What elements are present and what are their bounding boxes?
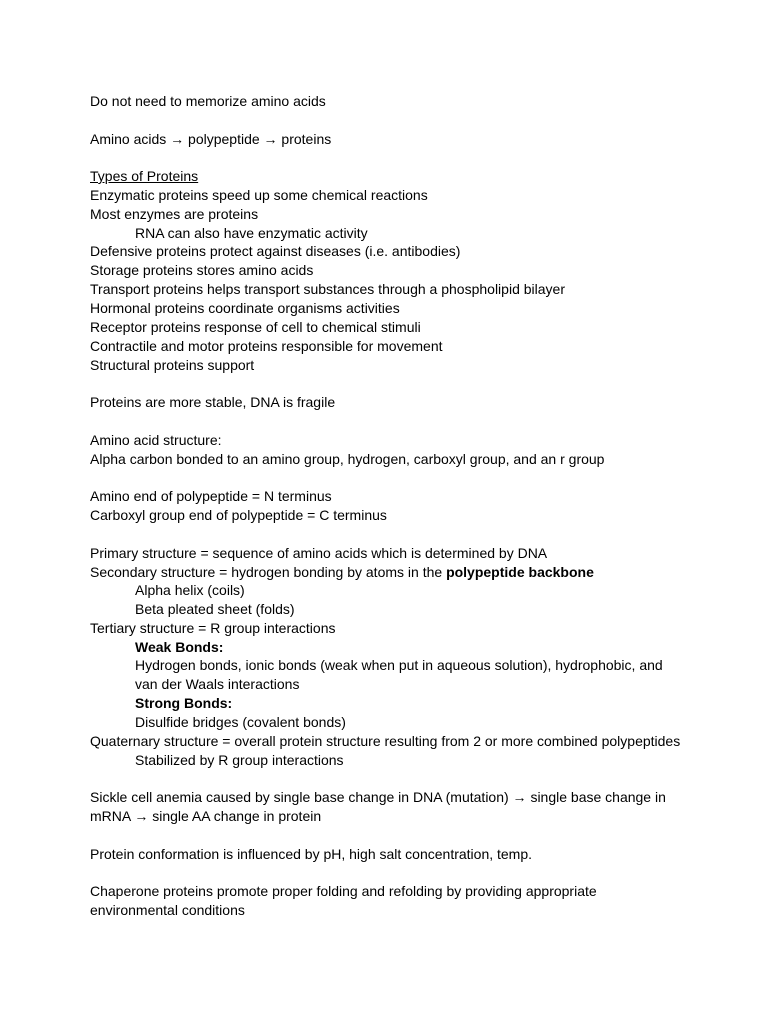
polypeptide-backbone-bold: polypeptide backbone bbox=[446, 564, 594, 580]
types-subitem: RNA can also have enzymatic activity bbox=[135, 225, 368, 241]
aa-structure-heading: Amino acid structure: bbox=[90, 432, 222, 448]
c-terminus-note: Carboxyl group end of polypeptide = C terminus bbox=[90, 507, 387, 523]
strong-bonds-body: Disulfide bridges (covalent bonds) bbox=[135, 714, 346, 730]
beta-sheet: Beta pleated sheet (folds) bbox=[135, 601, 295, 617]
primary-structure: Primary structure = sequence of amino acids which is determined by DNA bbox=[90, 545, 548, 561]
types-item: Hormonal proteins coordinate organisms activities bbox=[90, 300, 400, 316]
note-no-memorize: Do not need to memorize amino acids bbox=[90, 93, 326, 109]
sickle-cell-line: Sickle cell anemia caused by single base change in DNA (mutation) → single base change in bbox=[90, 789, 666, 805]
conformation-note: Protein conformation is influenced by pH, high salt concentration, temp. bbox=[90, 846, 533, 862]
n-terminus-note: Amino end of polypeptide = N terminus bbox=[90, 488, 332, 504]
types-item: Storage proteins stores amino acids bbox=[90, 262, 314, 278]
alpha-helix: Alpha helix (coils) bbox=[135, 582, 245, 598]
weak-bonds-line: Hydrogen bonds, ionic bonds (weak when put in aqueous solution), hydrophobic, and bbox=[135, 657, 663, 673]
weak-bonds-line: van der Waals interactions bbox=[135, 676, 300, 692]
types-item: Receptor proteins response of cell to chemical stimuli bbox=[90, 319, 421, 335]
aa-structure-body: Alpha carbon bonded to an amino group, hydrogen, carboxyl group, and an r group bbox=[90, 451, 605, 467]
strong-bonds-heading: Strong Bonds: bbox=[135, 695, 233, 711]
note-stability: Proteins are more stable, DNA is fragile bbox=[90, 394, 336, 410]
chaperone-line: environmental conditions bbox=[90, 902, 245, 918]
types-item: Enzymatic proteins speed up some chemical reactions bbox=[90, 187, 428, 203]
chaperone-line: Chaperone proteins promote proper folding and refolding by providing appropriate bbox=[90, 883, 597, 899]
weak-bonds-heading: Weak Bonds: bbox=[135, 639, 224, 655]
quaternary-sub: Stabilized by R group interactions bbox=[135, 752, 344, 768]
secondary-structure-text: Secondary structure = hydrogen bonding by atoms in the bbox=[90, 564, 447, 580]
tertiary-structure: Tertiary structure = R group interactions bbox=[90, 620, 336, 636]
types-item: Transport proteins helps transport substances through a phospholipid bilayer bbox=[90, 281, 565, 297]
sickle-cell-line: mRNA → single AA change in protein bbox=[90, 808, 322, 824]
secondary-structure bbox=[90, 563, 594, 581]
types-item: Contractile and motor proteins responsible for movement bbox=[90, 338, 443, 354]
types-heading: Types of Proteins bbox=[90, 168, 199, 184]
types-item: Defensive proteins protect against diseases (i.e. antibodies) bbox=[90, 243, 461, 259]
quaternary-structure: Quaternary structure = overall protein structure resulting from 2 or more combined polypeptides bbox=[90, 733, 681, 749]
types-item: Structural proteins support bbox=[90, 357, 255, 373]
note-flow: Amino acids → polypeptide → proteins bbox=[90, 131, 332, 147]
types-item: Most enzymes are proteins bbox=[90, 206, 259, 222]
